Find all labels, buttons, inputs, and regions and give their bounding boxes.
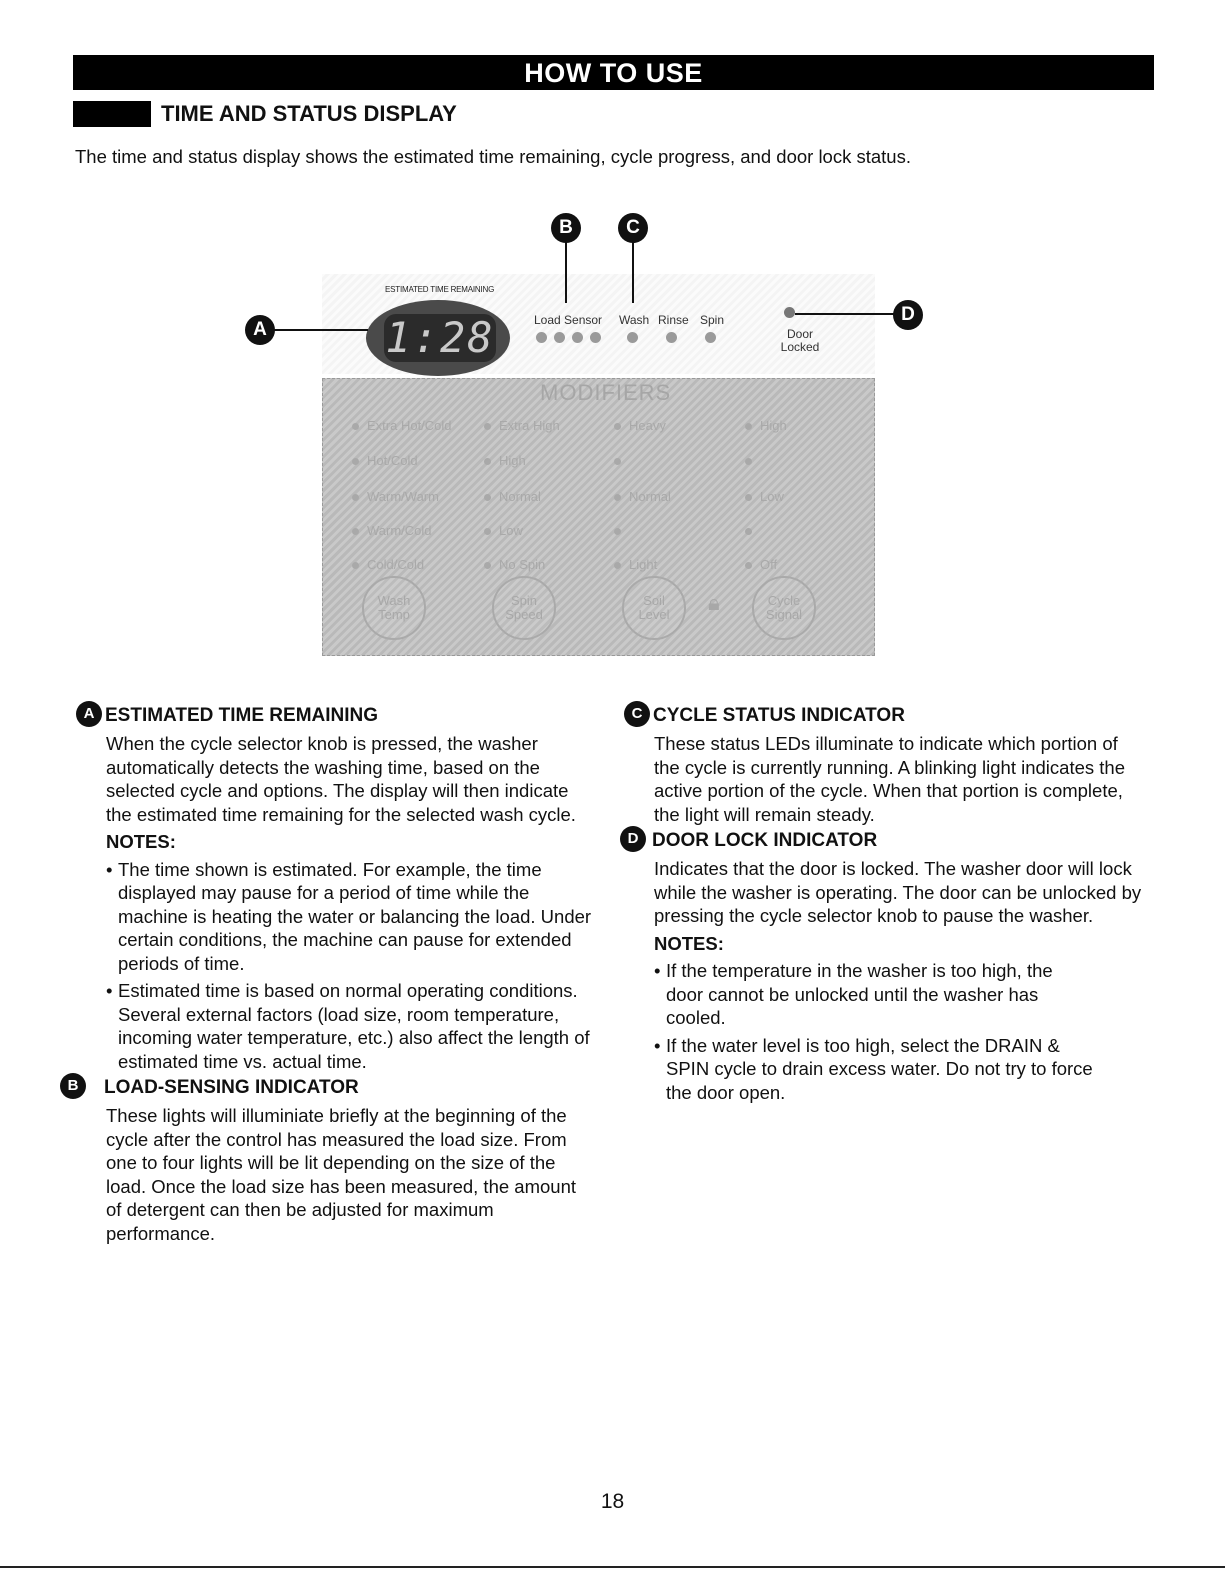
door-locked-label: Door Locked <box>780 327 820 354</box>
section-a-heading <box>76 703 596 729</box>
etr-label: ESTIMATED TIME REMAINING <box>385 285 495 294</box>
intro-text: The time and status display shows the estimated time remaining, cycle progress, and door lock status. <box>75 146 911 167</box>
modifier-spin-1: Extra High <box>484 418 560 433</box>
marker-b-icon: B <box>60 1073 86 1099</box>
modifier-signal-4 <box>745 523 760 538</box>
section-b-heading <box>67 1075 596 1101</box>
leader-a <box>274 329 368 331</box>
marker-c-icon: C <box>624 701 650 727</box>
modifier-temp-5: Cold/Cold <box>352 557 424 572</box>
left-column <box>67 703 596 1245</box>
modifier-soil-4 <box>614 523 629 538</box>
marker-a: A <box>245 315 275 345</box>
wash-temp-knob: Wash Temp <box>362 576 426 640</box>
section-a-notes-label: NOTES: <box>106 831 176 852</box>
spin-label: Spin <box>700 313 725 327</box>
wash-led <box>627 332 638 343</box>
modifier-temp-1: Extra Hot/Cold <box>352 418 452 433</box>
modifier-spin-2: High <box>484 453 526 468</box>
modifier-spin-3: Normal <box>484 489 541 504</box>
section-title: TIME AND STATUS DISPLAY <box>161 101 457 126</box>
page-number: 18 <box>600 1490 625 1513</box>
load-led-3 <box>572 332 583 343</box>
section-c-body: These status LEDs illuminate to indicate which portion of the cycle is currently running. A blinking light indicates the active portion of the cycle. When that portion is complete, the light will remain steady. <box>654 733 1125 825</box>
marker-b: B <box>551 213 581 243</box>
leader-b <box>565 240 567 303</box>
section-a-title: ESTIMATED TIME REMAINING <box>105 705 379 726</box>
modifier-signal-3: Low <box>745 489 784 504</box>
wash-label: Wash <box>619 313 650 327</box>
rinse-led <box>666 332 677 343</box>
modifier-temp-3: Warm/Warm <box>352 489 439 504</box>
load-led-4 <box>590 332 601 343</box>
page-banner: HOW TO USE <box>73 55 1154 90</box>
modifiers-title: MODIFIERS <box>540 380 672 405</box>
section-d-note-1: • If the temperature in the washer is too high, the door cannot be unlocked until the washer has cooled. <box>654 959 1074 1030</box>
soil-level-knob: Soil Level <box>622 576 686 640</box>
rinse-label: Rinse <box>658 313 689 327</box>
marker-d-icon: D <box>620 826 646 852</box>
time-display: 1:28 <box>385 313 495 362</box>
right-column <box>624 703 1144 1104</box>
section-bar <box>73 101 151 127</box>
marker-a-icon: A <box>76 701 102 727</box>
marker-c: C <box>618 213 648 243</box>
modifier-spin-5: No Spin <box>484 557 545 572</box>
section-b-title: LOAD-SENSING INDICATOR <box>104 1077 359 1098</box>
section-c-heading <box>624 703 1144 729</box>
section-d-title: DOOR LOCK INDICATOR <box>652 830 878 851</box>
cycle-signal-knob: Cycle Signal <box>752 576 816 640</box>
leader-d <box>795 313 895 315</box>
section-b-body: These lights will illuminiate briefly at the beginning of the cycle after the control has measured the load size. From one to four lights will be lit depending on the size of the load. Once the load size has been measured, the amount of detergent can then be adjusted for maximum performance. <box>106 1105 576 1244</box>
door-lock-led <box>784 307 795 318</box>
section-d-note-2: • If the water level is too high, select the DRAIN & SPIN cycle to drain excess water. Do not try to force the door open. <box>654 1034 1104 1105</box>
leader-c <box>632 240 634 303</box>
modifier-spin-4: Low <box>484 523 523 538</box>
section-c-title: CYCLE STATUS INDICATOR <box>653 705 905 726</box>
load-led-1 <box>536 332 547 343</box>
modifier-signal-1: High <box>745 418 787 433</box>
section-a-body: When the cycle selector knob is pressed, the washer automatically detects the washing time, based on the selected cycle and options. The display will then indicate the estimated time remaining for the selected wash cycle. <box>106 733 576 825</box>
spin-speed-knob: Spin Speed <box>492 576 556 640</box>
modifier-soil-3: Normal <box>614 489 671 504</box>
modifier-signal-2 <box>745 453 760 468</box>
modifier-signal-5: Off <box>745 557 777 572</box>
bottom-rule <box>0 1566 1225 1568</box>
load-sensor-label: Load Sensor <box>534 313 603 327</box>
modifier-soil-1: Heavy <box>614 418 666 433</box>
marker-d: D <box>893 300 923 330</box>
section-a-note-2: • Estimated time is based on normal operating conditions. Several external factors (load size, room temperature, incoming water temperature, etc.) also affect the length of estimated time vs. actual time. <box>106 979 596 1073</box>
spin-led <box>705 332 716 343</box>
modifier-soil-2 <box>614 453 629 468</box>
section-d-heading <box>624 828 1144 854</box>
section-a-note-1: • The time shown is estimated. For example, the time displayed may pause for a period of time while the machine is heating the water or balancing the load. Under certain conditions, the machine can pause for extended periods of time. <box>106 858 596 976</box>
modifier-soil-5: Light <box>614 557 657 572</box>
section-d-notes-label: NOTES: <box>654 932 724 954</box>
modifier-temp-2: Hot/Cold <box>352 453 418 468</box>
modifier-temp-4: Warm/Cold <box>352 523 432 538</box>
lock-icon: 🔒︎ <box>708 590 720 615</box>
section-d-body: Indicates that the door is locked. The washer door will lock while the washer is operating. The door can be unlocked by pressing the cycle selector knob to pause the washer. <box>654 858 1142 926</box>
load-led-2 <box>554 332 565 343</box>
